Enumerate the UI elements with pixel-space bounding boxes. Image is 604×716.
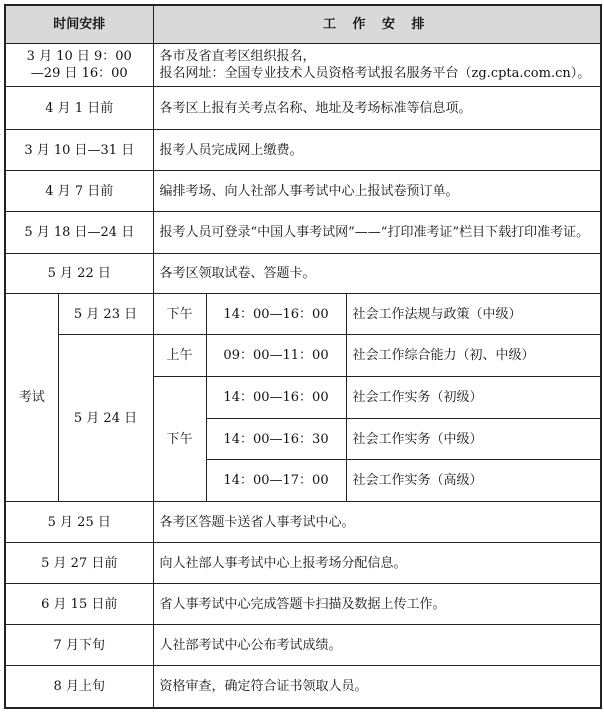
exam-time: 14：00—16：30 — [206, 419, 346, 460]
table-row — [5, 87, 601, 130]
table-row — [5, 584, 601, 625]
row-time: 6 月 15 日前 — [5, 584, 153, 625]
row-time: 5 月 22 日 — [5, 254, 153, 294]
row-work: 各考区上报有关考点名称、地址及考场标准等信息项。 — [153, 87, 601, 130]
row-work: 各考区领取试卷、答题卡。 — [153, 254, 601, 294]
row-time: 3 月 10 日 9：00 —29 日 16：00 — [5, 44, 153, 87]
table-row — [5, 666, 601, 708]
exam-date: 5 月 24 日 — [58, 335, 153, 502]
exam-subject: 社会工作实务（初级） — [346, 377, 601, 419]
table-row — [5, 502, 601, 543]
exam-row — [5, 335, 601, 377]
row-work: 编排考场、向人社部人事考试中心上报试卷预订单。 — [153, 171, 601, 212]
exam-subject: 社会工作实务（中级） — [346, 419, 601, 460]
exam-time: 14：00—16：00 — [206, 294, 346, 335]
table-row — [5, 625, 601, 666]
exam-time: 09：00—11：00 — [206, 335, 346, 377]
exam-time: 14：00—17：00 — [206, 460, 346, 502]
exam-time: 14：00—16：00 — [206, 377, 346, 419]
table-row — [5, 254, 601, 294]
row-time: 5 月 25 日 — [5, 502, 153, 543]
row-work: 各考区答题卡送省人事考试中心。 — [153, 502, 601, 543]
header-row — [5, 5, 601, 44]
exam-subject: 社会工作实务（高级） — [346, 460, 601, 502]
row-work: 省人事考试中心完成答题卡扫描及数据上传工作。 — [153, 584, 601, 625]
row-time: 7 月下旬 — [5, 625, 153, 666]
exam-period: 下午 — [153, 377, 206, 502]
row-work: 各市及省直考区组织报名， 报名网址：全国专业技术人员资格考试报名服务平台（zg.cpta.com.cn）。 — [153, 44, 601, 87]
row-work: 报考人员完成网上缴费。 — [153, 130, 601, 171]
header-time-schedule: 时间安排 — [5, 5, 153, 44]
exam-row — [5, 294, 601, 335]
table-row — [5, 44, 601, 87]
schedule-table-wrapper — [4, 4, 602, 709]
exam-period: 上午 — [153, 335, 206, 377]
row-time: 4 月 1 日前 — [5, 87, 153, 130]
row-time: 3 月 10 日—31 日 — [5, 130, 153, 171]
row-time: 5 月 27 日前 — [5, 543, 153, 584]
row-work: 报考人员可登录“中国人事考试网”——“打印准考证”栏目下载打印准考证。 — [153, 212, 601, 254]
table-row — [5, 212, 601, 254]
exam-date: 5 月 23 日 — [58, 294, 153, 335]
exam-subject: 社会工作综合能力（初、中级） — [346, 335, 601, 377]
row-time: 4 月 7 日前 — [5, 171, 153, 212]
row-work: 人社部考试中心公布考试成绩。 — [153, 625, 601, 666]
row-work: 向人社部人事考试中心上报考场分配信息。 — [153, 543, 601, 584]
exam-schedule-table — [4, 4, 602, 709]
table-row — [5, 543, 601, 584]
row-time: 5 月 18 日—24 日 — [5, 212, 153, 254]
exam-subject: 社会工作法规与政策（中级） — [346, 294, 601, 335]
table-row — [5, 171, 601, 212]
exam-period: 下午 — [153, 294, 206, 335]
table-row — [5, 130, 601, 171]
row-work: 资格审查，确定符合证书领取人员。 — [153, 666, 601, 708]
header-work-arrangement: 工 作 安 排 — [153, 5, 601, 44]
exam-label: 考试 — [5, 294, 58, 502]
row-time: 8 月上旬 — [5, 666, 153, 708]
